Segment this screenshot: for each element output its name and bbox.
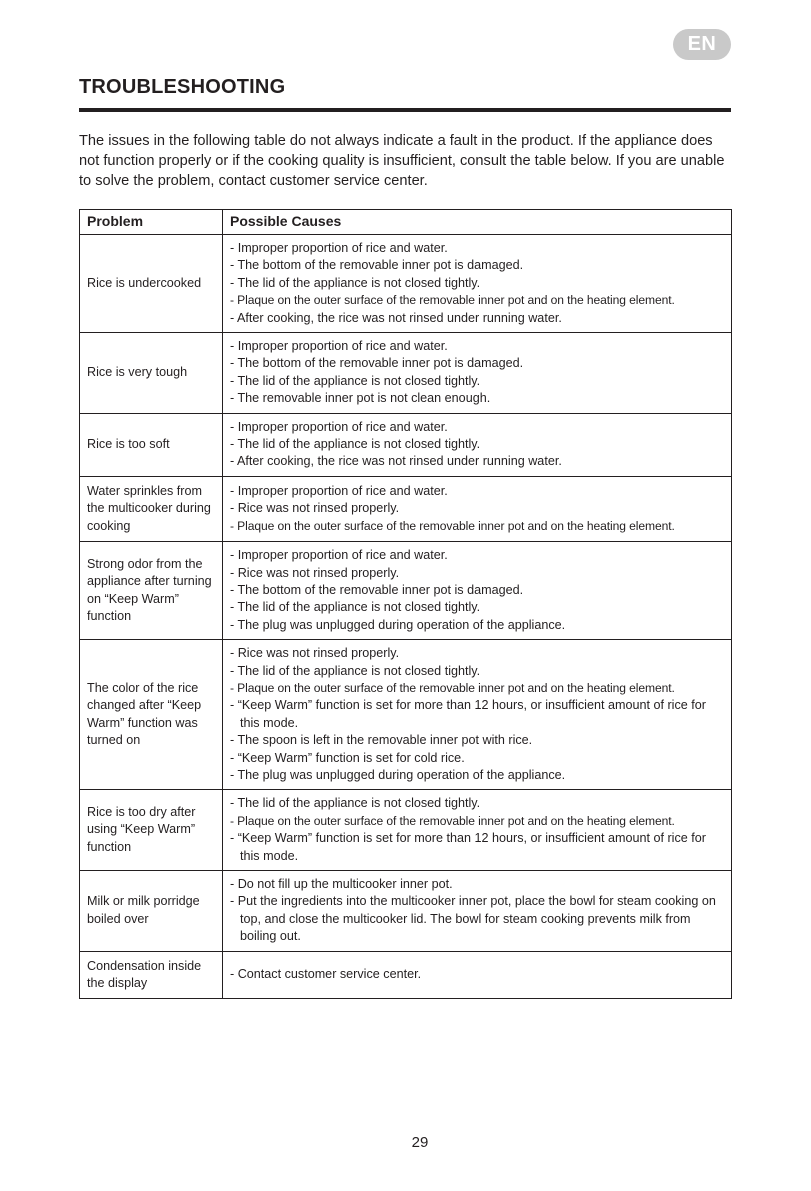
problem-cell: The color of the rice changed after “Keep Warm” function was turned on bbox=[80, 640, 223, 790]
cause-item: - The bottom of the removable inner pot is damaged. bbox=[230, 356, 524, 371]
cause-item: - Improper proportion of rice and water. bbox=[230, 339, 448, 354]
troubleshooting-table-container bbox=[79, 209, 731, 999]
problem-cell: Rice is very tough bbox=[80, 333, 223, 414]
table-row bbox=[80, 476, 732, 541]
cause-item: - The plug was unplugged during operation of the appliance. bbox=[230, 617, 566, 632]
problem-cell: Rice is undercooked bbox=[80, 235, 223, 333]
cause-item: - The spoon is left in the removable inner pot with rice. bbox=[230, 733, 533, 748]
table-row bbox=[80, 235, 732, 333]
table-header-row bbox=[80, 210, 732, 235]
causes-cell bbox=[223, 413, 732, 476]
cause-item: - Contact customer service center. bbox=[230, 967, 422, 982]
problem-cell: Rice is too soft bbox=[80, 413, 223, 476]
header-possible-causes: Possible Causes bbox=[223, 210, 732, 235]
causes-cell bbox=[223, 476, 732, 541]
cause-item: - The lid of the appliance is not closed tightly. bbox=[230, 373, 481, 388]
cause-item: - “Keep Warm” function is set for more than 12 hours, or insufficient amount of rice for this mode. bbox=[230, 698, 706, 730]
table-row bbox=[80, 640, 732, 790]
cause-item: - Plaque on the outer surface of the removable inner pot and on the heating element. bbox=[230, 518, 675, 533]
title-divider bbox=[79, 108, 731, 112]
cause-item: - The plug was unplugged during operation of the appliance. bbox=[230, 767, 566, 782]
problem-cell: Water sprinkles from the multicooker during cooking bbox=[80, 476, 223, 541]
table-row bbox=[80, 790, 732, 871]
table-row bbox=[80, 542, 732, 640]
cause-item: - Improper proportion of rice and water. bbox=[230, 483, 448, 498]
cause-item: - Plaque on the outer surface of the removable inner pot and on the heating element. bbox=[230, 680, 675, 695]
problem-cell: Condensation inside the display bbox=[80, 951, 223, 999]
table-row bbox=[80, 413, 732, 476]
cause-item: - Do not fill up the multicooker inner pot. bbox=[230, 877, 453, 891]
cause-item: - After cooking, the rice was not rinsed under running water. bbox=[230, 310, 562, 325]
causes-cell bbox=[223, 640, 732, 790]
problem-cell: Milk or milk porridge boiled over bbox=[80, 871, 223, 952]
causes-cell bbox=[223, 333, 732, 414]
cause-item: - “Keep Warm” function is set for cold rice. bbox=[230, 750, 465, 765]
cause-item: - The lid of the appliance is not closed tightly. bbox=[230, 796, 481, 811]
cause-item: - The lid of the appliance is not closed tightly. bbox=[230, 437, 481, 452]
cause-item: - Plaque on the outer surface of the removable inner pot and on the heating element. bbox=[230, 813, 675, 828]
cause-item: - The removable inner pot is not clean enough. bbox=[230, 391, 491, 406]
cause-item: - After cooking, the rice was not rinsed under running water. bbox=[230, 454, 562, 469]
cause-item: - Rice was not rinsed properly. bbox=[230, 565, 400, 580]
causes-cell bbox=[223, 951, 732, 999]
table-body bbox=[80, 235, 732, 999]
table-row bbox=[80, 951, 732, 999]
cause-item: - Improper proportion of rice and water. bbox=[230, 548, 448, 563]
cause-item: - The bottom of the removable inner pot is damaged. bbox=[230, 582, 524, 597]
causes-cell bbox=[223, 790, 732, 871]
cause-item: - Rice was not rinsed properly. bbox=[230, 646, 400, 661]
problem-cell: Rice is too dry after using “Keep Warm” function bbox=[80, 790, 223, 871]
header-problem: Problem bbox=[80, 210, 223, 235]
page-title: TROUBLESHOOTING bbox=[79, 76, 286, 98]
cause-item: - Plaque on the outer surface of the removable inner pot and on the heating element. bbox=[230, 293, 675, 308]
language-badge: EN bbox=[673, 29, 731, 60]
cause-item: - Put the ingredients into the multicooker inner pot, place the bowl for steam cooking on top, and close the multicooker lid. The bowl for steam cooking prevents milk from boiling out. bbox=[230, 894, 716, 944]
cause-item: - Improper proportion of rice and water. bbox=[230, 241, 448, 255]
cause-item: - Improper proportion of rice and water. bbox=[230, 419, 448, 434]
cause-item: - The lid of the appliance is not closed tightly. bbox=[230, 275, 481, 290]
cause-item: - The lid of the appliance is not closed tightly. bbox=[230, 663, 481, 678]
table-row bbox=[80, 333, 732, 414]
cause-item: - The lid of the appliance is not closed tightly. bbox=[230, 600, 481, 615]
table-row bbox=[80, 871, 732, 952]
causes-cell bbox=[223, 235, 732, 333]
cause-item: - The bottom of the removable inner pot is damaged. bbox=[230, 258, 524, 273]
cause-item: - Rice was not rinsed properly. bbox=[230, 501, 400, 516]
problem-cell: Strong odor from the appliance after turning on “Keep Warm” function bbox=[80, 542, 223, 640]
intro-paragraph: The issues in the following table do not always indicate a fault in the product. If the appliance does not function properly or if the cooking quality is insufficient, consult the table below. If you are unable to solve the problem, contact customer service center. bbox=[79, 133, 725, 189]
causes-cell bbox=[223, 542, 732, 640]
cause-item: - “Keep Warm” function is set for more than 12 hours, or insufficient amount of rice for this mode. bbox=[230, 831, 706, 863]
causes-cell bbox=[223, 871, 732, 952]
page-number: 29 bbox=[411, 1134, 429, 1151]
troubleshooting-table bbox=[79, 209, 732, 999]
